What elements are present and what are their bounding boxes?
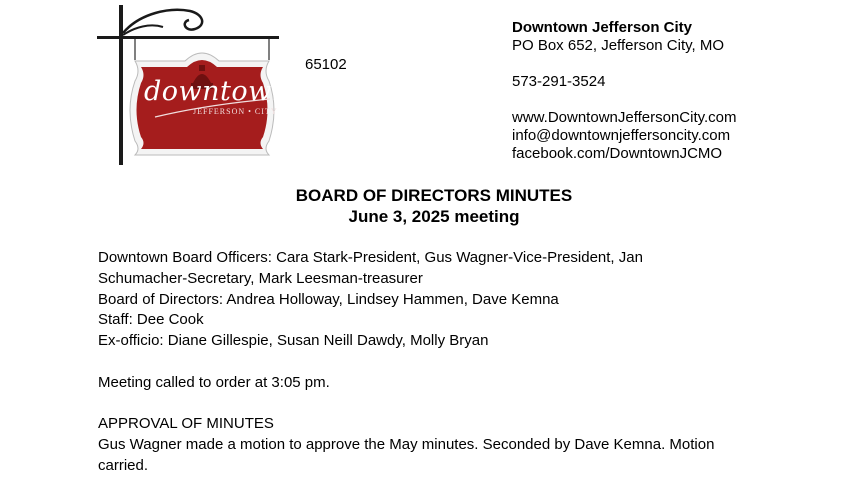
call-to-order: Meeting called to order at 3:05 pm. [98, 373, 330, 391]
logo-subtitle: JEFFERSON • CITY [193, 107, 278, 116]
officers-line-1: Downtown Board Officers: Cara Stark-President, Gus Wagner-Vice-President, Jan [98, 249, 643, 266]
mailing-address: PO Box 652, Jefferson City, MO [512, 37, 725, 54]
meeting-date: June 3, 2025 meeting [348, 207, 520, 226]
document-title [0, 185, 850, 227]
minutes-body [98, 248, 778, 477]
approval-line-2: carried. [98, 456, 149, 474]
approval-line-1: Gus Wagner made a motion to approve the May minutes. Seconded by Dave Kemna. Motion [98, 436, 715, 454]
phone-number: 573-291-3524 [512, 73, 606, 90]
contact-block [512, 19, 737, 163]
organization-name: Downtown Jefferson City [512, 19, 693, 36]
email-link[interactable]: info@downtownjeffersoncity.com [512, 127, 731, 144]
website-link[interactable]: www.DowntownJeffersonCity.com [512, 109, 737, 126]
title-heading: BOARD OF DIRECTORS MINUTES [295, 186, 573, 205]
directors-line: Board of Directors: Andrea Holloway, Lindsey Hammen, Dave Kemna [98, 290, 559, 308]
facebook-link[interactable]: facebook.com/DowntownJCMO [512, 145, 723, 162]
logo-wordmark: downtown [144, 76, 290, 107]
staff-line: Staff: Dee Cook [98, 311, 204, 329]
downtown-logo [95, 5, 295, 165]
zip-code: 65102 [305, 56, 347, 73]
officers-line-2: Schumacher-Secretary, Mark Leesman-treasurer [98, 269, 423, 287]
exofficio-line: Ex-officio: Diane Gillespie, Susan Neill Dawdy, Molly Bryan [98, 332, 489, 350]
approval-heading: APPROVAL OF MINUTES [98, 415, 274, 433]
